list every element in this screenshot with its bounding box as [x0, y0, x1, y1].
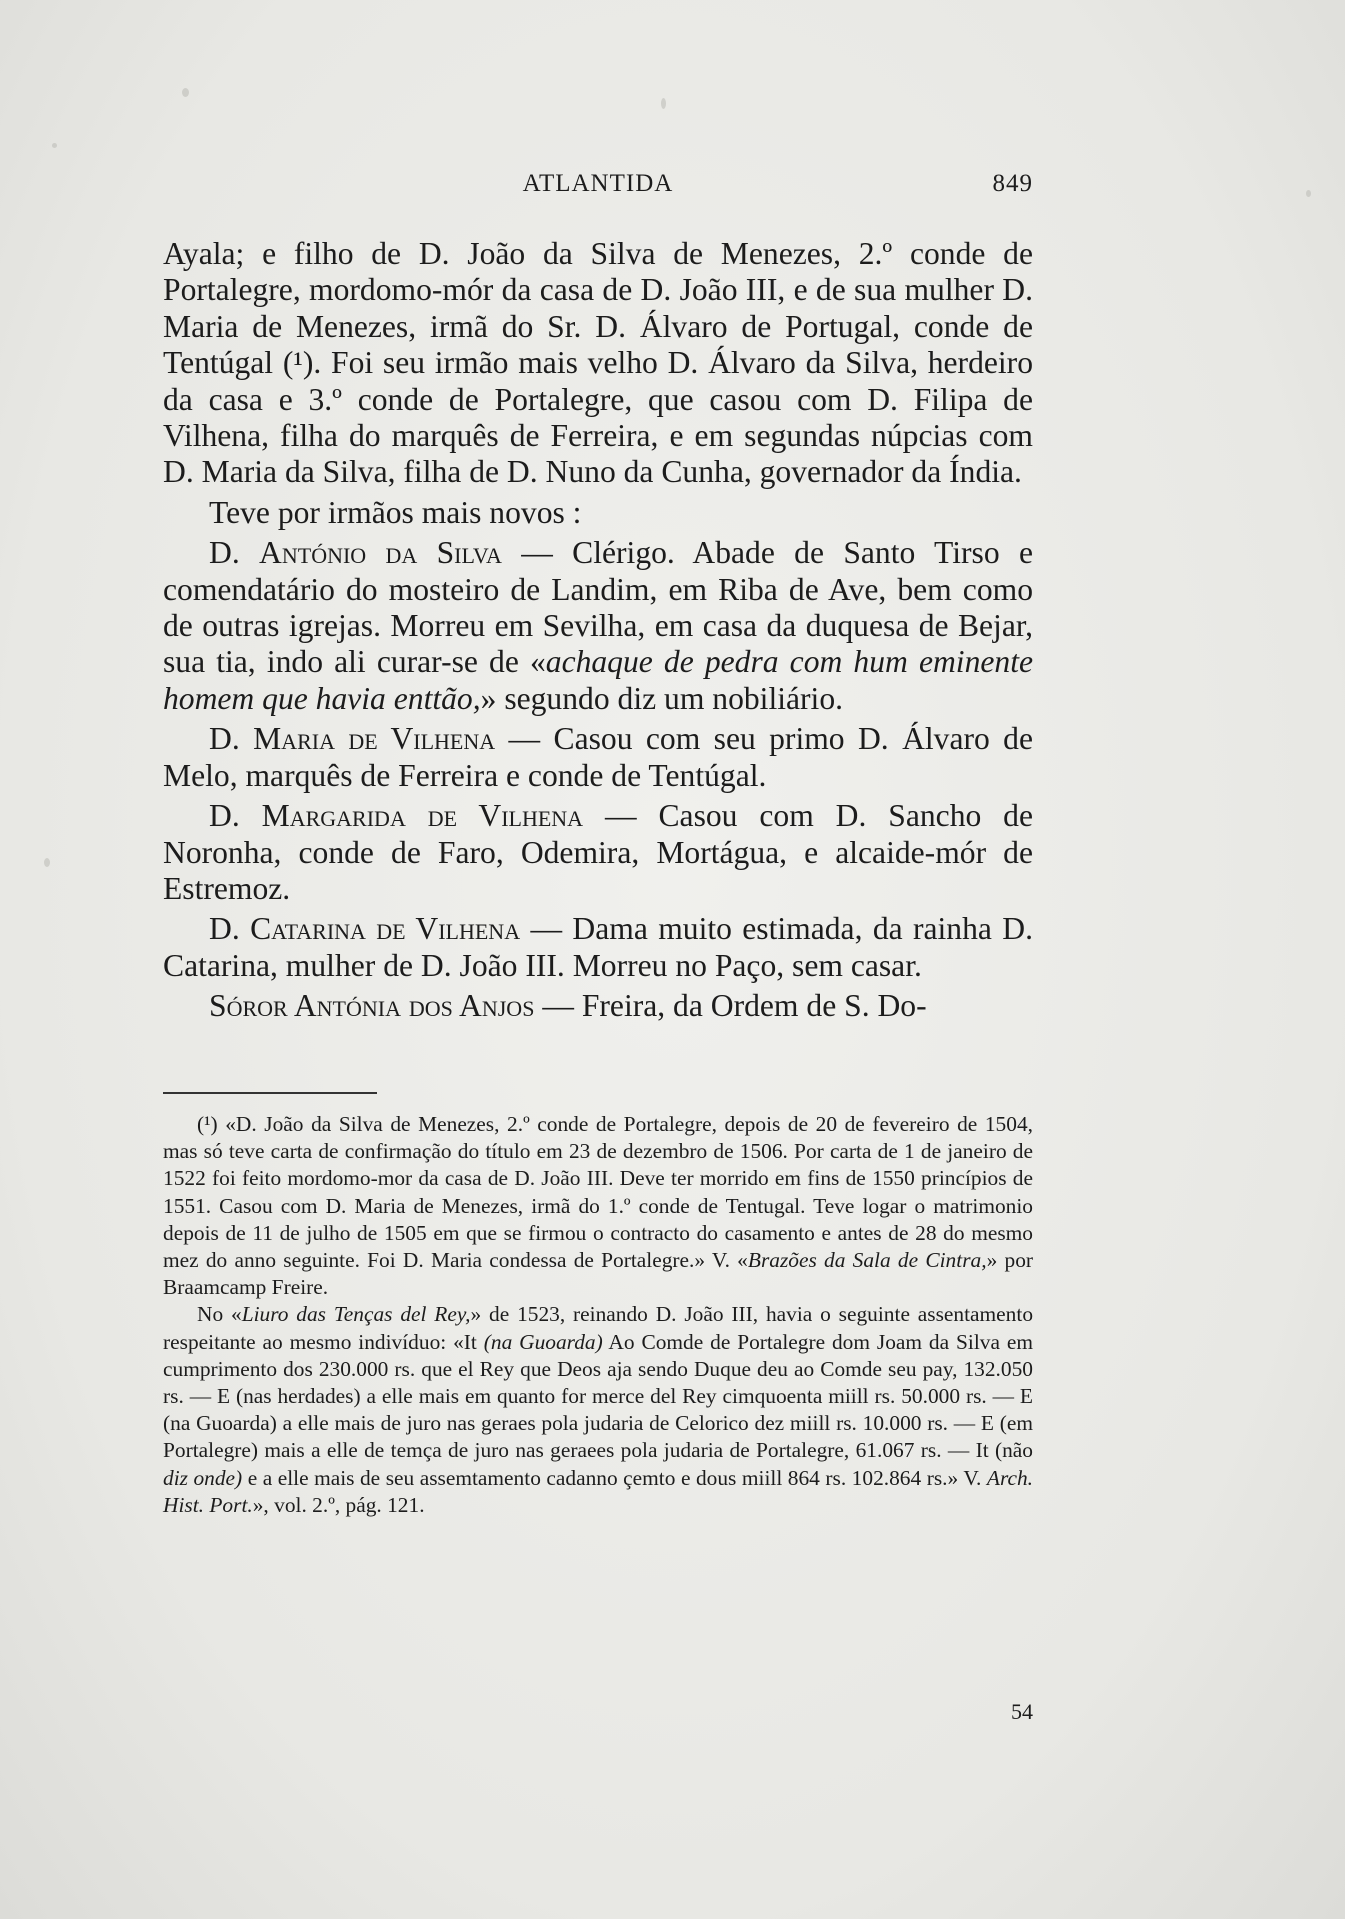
footnote-text: » de 1523, reinando D. João III, havia o seguinte assentamento respeitante ao mesmo indivíduo: «It	[163, 1302, 1034, 1354]
footnote-text: No «	[197, 1302, 242, 1327]
entry-dash: —	[501, 535, 573, 571]
footnote-text: », vol. 2.º, pág. 121.	[252, 1492, 425, 1517]
entry-dash: —	[520, 911, 573, 947]
entry-prefix: D.	[209, 721, 254, 757]
footnote-italic: (na Guoarda)	[483, 1329, 603, 1354]
footnote-title: Liuro das Tenças del Rey,	[241, 1302, 471, 1327]
body-paragraph: Ayala; e filho de D. João da Silva de Menezes, 2.º conde de Portalegre, mordomo-mór da casa de D. João III, e de sua mulher D. Maria de Menezes, irmã do Sr. D. Álvaro de Portugal, conde de Tentúgal (¹). Foi seu irmão mais velho D. Álvaro da Silva, herdeiro da casa e 3.º conde de Portalegre, que casou com D. Filipa de Vilhena, filha do marquês de Ferreira, e em segundas núpcias com D. Maria da Silva, filha de D. Nuno da Cunha, governador da Índia.	[163, 236, 1033, 490]
entry-prefix: D.	[209, 798, 262, 834]
entry-text: Clérigo. Abade de Santo Tirso e comendatário do mosteiro de Landim, em Riba de Ave, bem como de outras igrejas. Morreu em Sevilha, em casa da duquesa de Bejar, sua tia, indo ali curar-se de «	[163, 535, 1033, 680]
sibling-entry	[163, 798, 1033, 907]
paper-speck	[52, 143, 57, 148]
footnote-text: » por Braamcamp Freire.	[163, 1248, 1034, 1300]
sibling-name: António da Silva	[259, 535, 502, 571]
paper-speck	[44, 858, 50, 867]
entry-dash: —	[495, 721, 554, 757]
sibling-entry	[163, 988, 1033, 1024]
sibling-entry	[163, 535, 1033, 717]
paper-speck	[661, 98, 666, 109]
sibling-entry	[163, 721, 1033, 794]
main-text	[163, 236, 1033, 1025]
body-paragraph: Teve por irmãos mais novos :	[209, 494, 582, 530]
entry-text: » segundo diz um nobiliário.	[480, 680, 844, 716]
entry-prefix: D.	[209, 535, 260, 571]
footnote-mark: (¹)	[197, 1112, 226, 1136]
sibling-name: Sóror Antónia dos Anjos	[209, 988, 535, 1024]
footnote-italic: diz onde)	[163, 1465, 243, 1490]
entry-prefix: D.	[209, 911, 251, 947]
footnote-text: «D. João da Silva de Menezes, 2.º conde de Portalegre, depois de 20 de fevereiro de 1504, mas só teve carta de confirmação do título em 23 de dezembro de 1506. Por carta de 1 de janeiro de 1522 foi feito mordomo-mor da casa de D. João III. Deve ter morrido em fins de 1550 princípios de 1551. Casou com D. Maria de Menezes, irmã do 1.º conde de Tentugal. Teve logar o matrimonio depois de 11 de julho de 1505 em que se firmou o contracto do casamento e antes de 28 do mesmo mez do anno seguinte. Foi D. Maria condessa de Portalegre.» V. «	[163, 1112, 1033, 1273]
footnote-paragraph	[163, 1111, 1033, 1301]
signature-number: 54	[1011, 1699, 1033, 1724]
footnote-paragraph	[163, 1301, 1033, 1519]
entry-dash: —	[534, 988, 582, 1024]
page-number: 849	[992, 170, 1033, 197]
entry-text: Casou com seu primo D. Álvaro de Melo, marquês de Ferreira e conde de Tentúgal.	[163, 721, 1033, 793]
footnotes	[163, 1111, 1033, 1519]
paper-speck	[182, 88, 189, 97]
paper-speck	[1306, 190, 1311, 197]
sibling-name: Maria de Vilhena	[253, 721, 496, 757]
footnote-text: e a elle mais de seu assemtamento cadanno çemto e dous miill 864 rs. 102.864 rs.» V.	[242, 1465, 987, 1490]
footnote-title: Brazões da Sala de Cintra,	[747, 1248, 987, 1273]
footnote-rule	[163, 1092, 377, 1094]
entry-text: Freira, da Ordem de S. Do-	[581, 988, 927, 1024]
sibling-name: Catarina de Vilhena	[250, 911, 521, 947]
running-head	[163, 170, 1033, 210]
footnote-italic: Arch. Hist. Port.	[163, 1465, 1034, 1517]
entry-quote: achaque de pedra com hum eminente homem que havia enttão,	[163, 644, 1033, 716]
entry-text: Casou com D. Sancho de Noronha, conde de Faro, Odemira, Mortágua, e alcaide-mór de Estremoz.	[163, 798, 1034, 906]
entry-dash: —	[583, 798, 659, 834]
footnote-text: Ao Comde de Portalegre dom Joam da Silva em cumprimento dos 230.000 rs. que el Rey que Deos aja sendo Duque deu ao Comde seu pay, 132.050 rs. — E (nas herdades) a elle mais em quanto for merce del Rey cimquoenta miill rs. 50.000 rs. — E (na Guoarda) a elle mais de juro nas geraes pola judaria de Celorico dez miill rs. 10.000 rs. — E (em Portalegre) mais a elle de temça de juro nas geraees pola judaria de Portalegre, 61.067 rs. — It (não	[163, 1329, 1033, 1463]
entry-text: Dama muito estimada, da rainha D. Catarina, mulher de D. João III. Morreu no Paço, sem casar.	[163, 911, 1033, 983]
running-title: ATLANTIDA	[522, 170, 674, 197]
sibling-name: Margarida de Vilhena	[261, 798, 584, 834]
sibling-entry	[163, 911, 1033, 984]
